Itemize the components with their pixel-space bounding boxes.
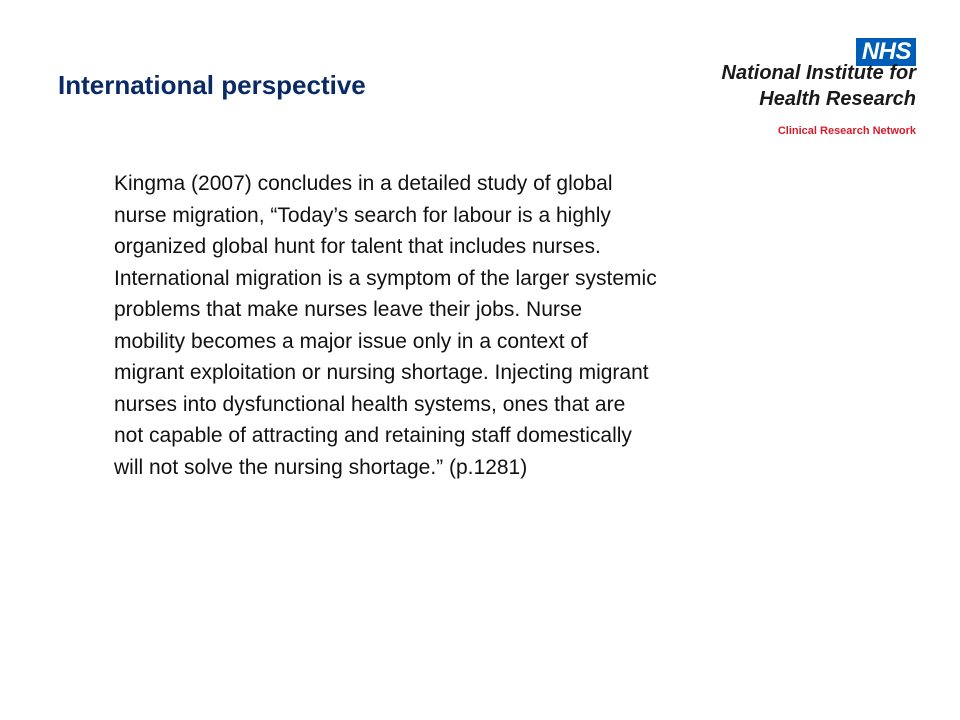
logo-name-line2: Health Research: [759, 88, 916, 110]
logo-name: [722, 60, 916, 112]
quote-line: organized global hunt for talent that includes nurses.: [114, 235, 601, 258]
quote-line: will not solve the nursing shortage.” (p.1281): [114, 455, 528, 479]
nihr-logo: [700, 30, 930, 150]
quote-line: nurse migration, “Today’s search for labour is a highly: [114, 203, 611, 227]
logo-name-line1: National Institute for: [721, 62, 916, 84]
quote-line: migrant exploitation or nursing shortage. Injecting migrant: [114, 361, 649, 384]
quote-line: problems that make nurses leave their jobs. Nurse: [114, 298, 583, 321]
quote-line: mobility becomes a major issue only in a context of: [114, 329, 588, 353]
quote-line: Kingma (2007) concludes in a detailed study of global: [114, 172, 613, 195]
nhs-badge: NHS: [856, 38, 916, 66]
logo-subtitle: Clinical Research Network: [777, 125, 916, 137]
quote-line: nurses into dysfunctional health systems, ones that are: [114, 392, 626, 416]
slide-title: International perspective: [58, 70, 366, 100]
quote-paragraph: [114, 168, 814, 483]
quote-line: International migration is a symptom of the larger systemic: [114, 266, 657, 290]
quote-line: not capable of attracting and retaining staff domestically: [114, 424, 632, 447]
